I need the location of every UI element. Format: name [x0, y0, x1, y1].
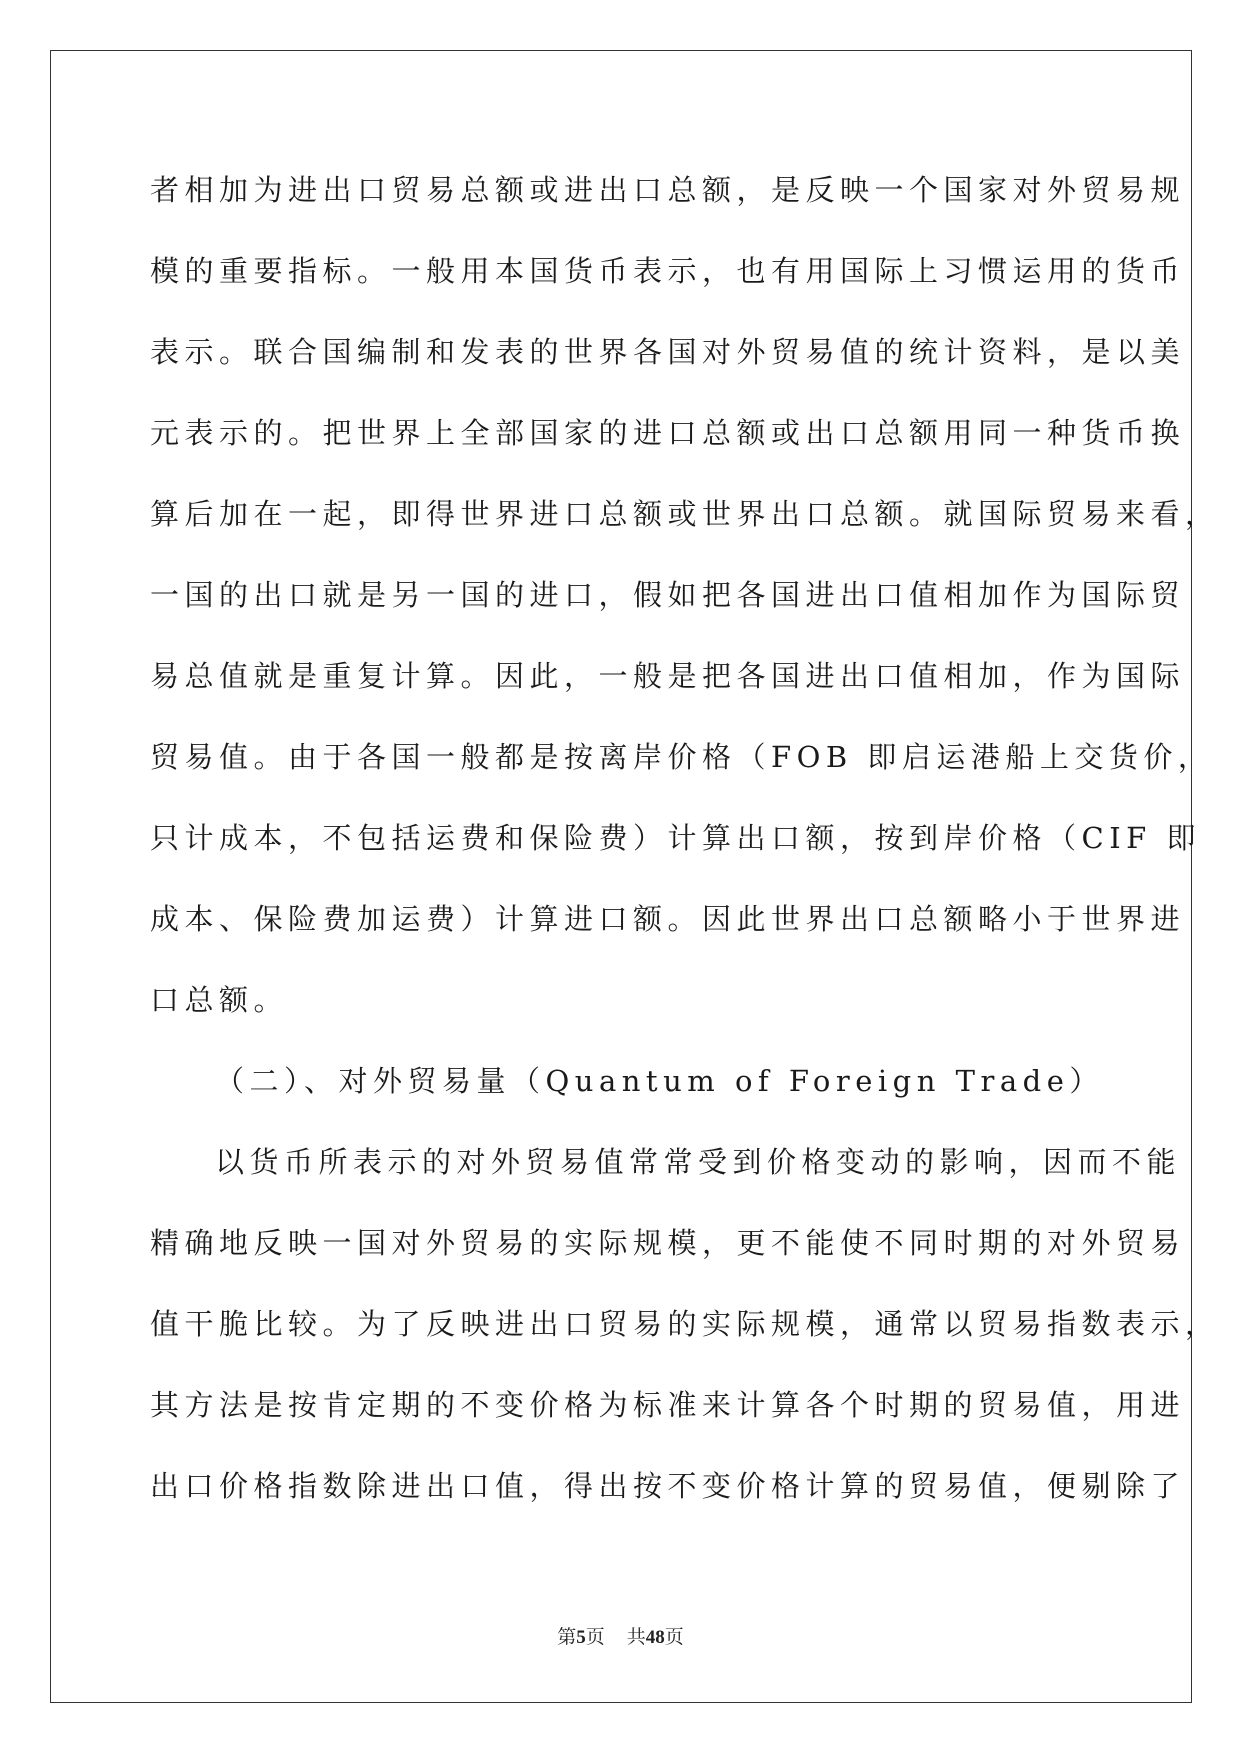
page-number: 5 [576, 1627, 586, 1648]
total-suffix: 页 [664, 1626, 684, 1648]
text-line: 者相加为进出口贸易总额或进出口总额，是反映一个国家对外贸易规 [150, 173, 1186, 207]
text-line: 其方法是按肯定期的不变价格为标准来计算各个时期的贸易值，用进 [150, 1388, 1186, 1422]
text-line: 只计成本，不包括运费和保险费）计算出口额，按到岸价格（CIF 即 [150, 821, 1201, 855]
total-pages: 48 [645, 1627, 665, 1648]
text-line: 口总额。 [150, 983, 289, 1017]
text-line: 易总值就是重复计算。因此，一般是把各国进出口值相加，作为国际 [150, 659, 1186, 693]
text-line: 贸易值。由于各国一般都是按离岸价格（FOB 即启运港船上交货价， [150, 740, 1213, 774]
text-line: 表示。联合国编制和发表的世界各国对外贸易值的统计资料，是以美 [150, 335, 1186, 369]
text-line: 模的重要指标。一般用本国货币表示，也有用国际上习惯运用的货币 [150, 254, 1186, 288]
page-suffix: 页 [585, 1626, 605, 1648]
document-body [150, 160, 1220, 1537]
text-line: 元表示的。把世界上全部国家的进口总额或出口总额用同一种货币换 [150, 416, 1186, 450]
text-line: 值干脆比较。为了反映进出口贸易的实际规模，通常以贸易指数表示， [150, 1307, 1220, 1341]
total-prefix: 共 [626, 1626, 646, 1648]
page-prefix: 第 [557, 1626, 577, 1648]
text-line: 以货币所表示的对外贸易值常常受到价格变动的影响，因而不能 [215, 1145, 1182, 1179]
text-line: 精确地反映一国对外贸易的实际规模，更不能使不同时期的对外贸易 [150, 1226, 1186, 1260]
text-line: 出口价格指数除进出口值，得出按不变价格计算的贸易值，便剔除了 [150, 1469, 1186, 1503]
text-line: 成本、保险费加运费）计算进口额。因此世界出口总额略小于世界进 [150, 902, 1186, 936]
page-footer [0, 1622, 1241, 1649]
text-line: 一国的出口就是另一国的进口，假如把各国进出口值相加作为国际贸 [150, 578, 1186, 612]
text-line: 算后加在一起，即得世界进口总额或世界出口总额。就国际贸易来看， [150, 497, 1220, 531]
section-heading: （二）、对外贸易量（Quantum of Foreign Trade） [215, 1064, 1104, 1098]
